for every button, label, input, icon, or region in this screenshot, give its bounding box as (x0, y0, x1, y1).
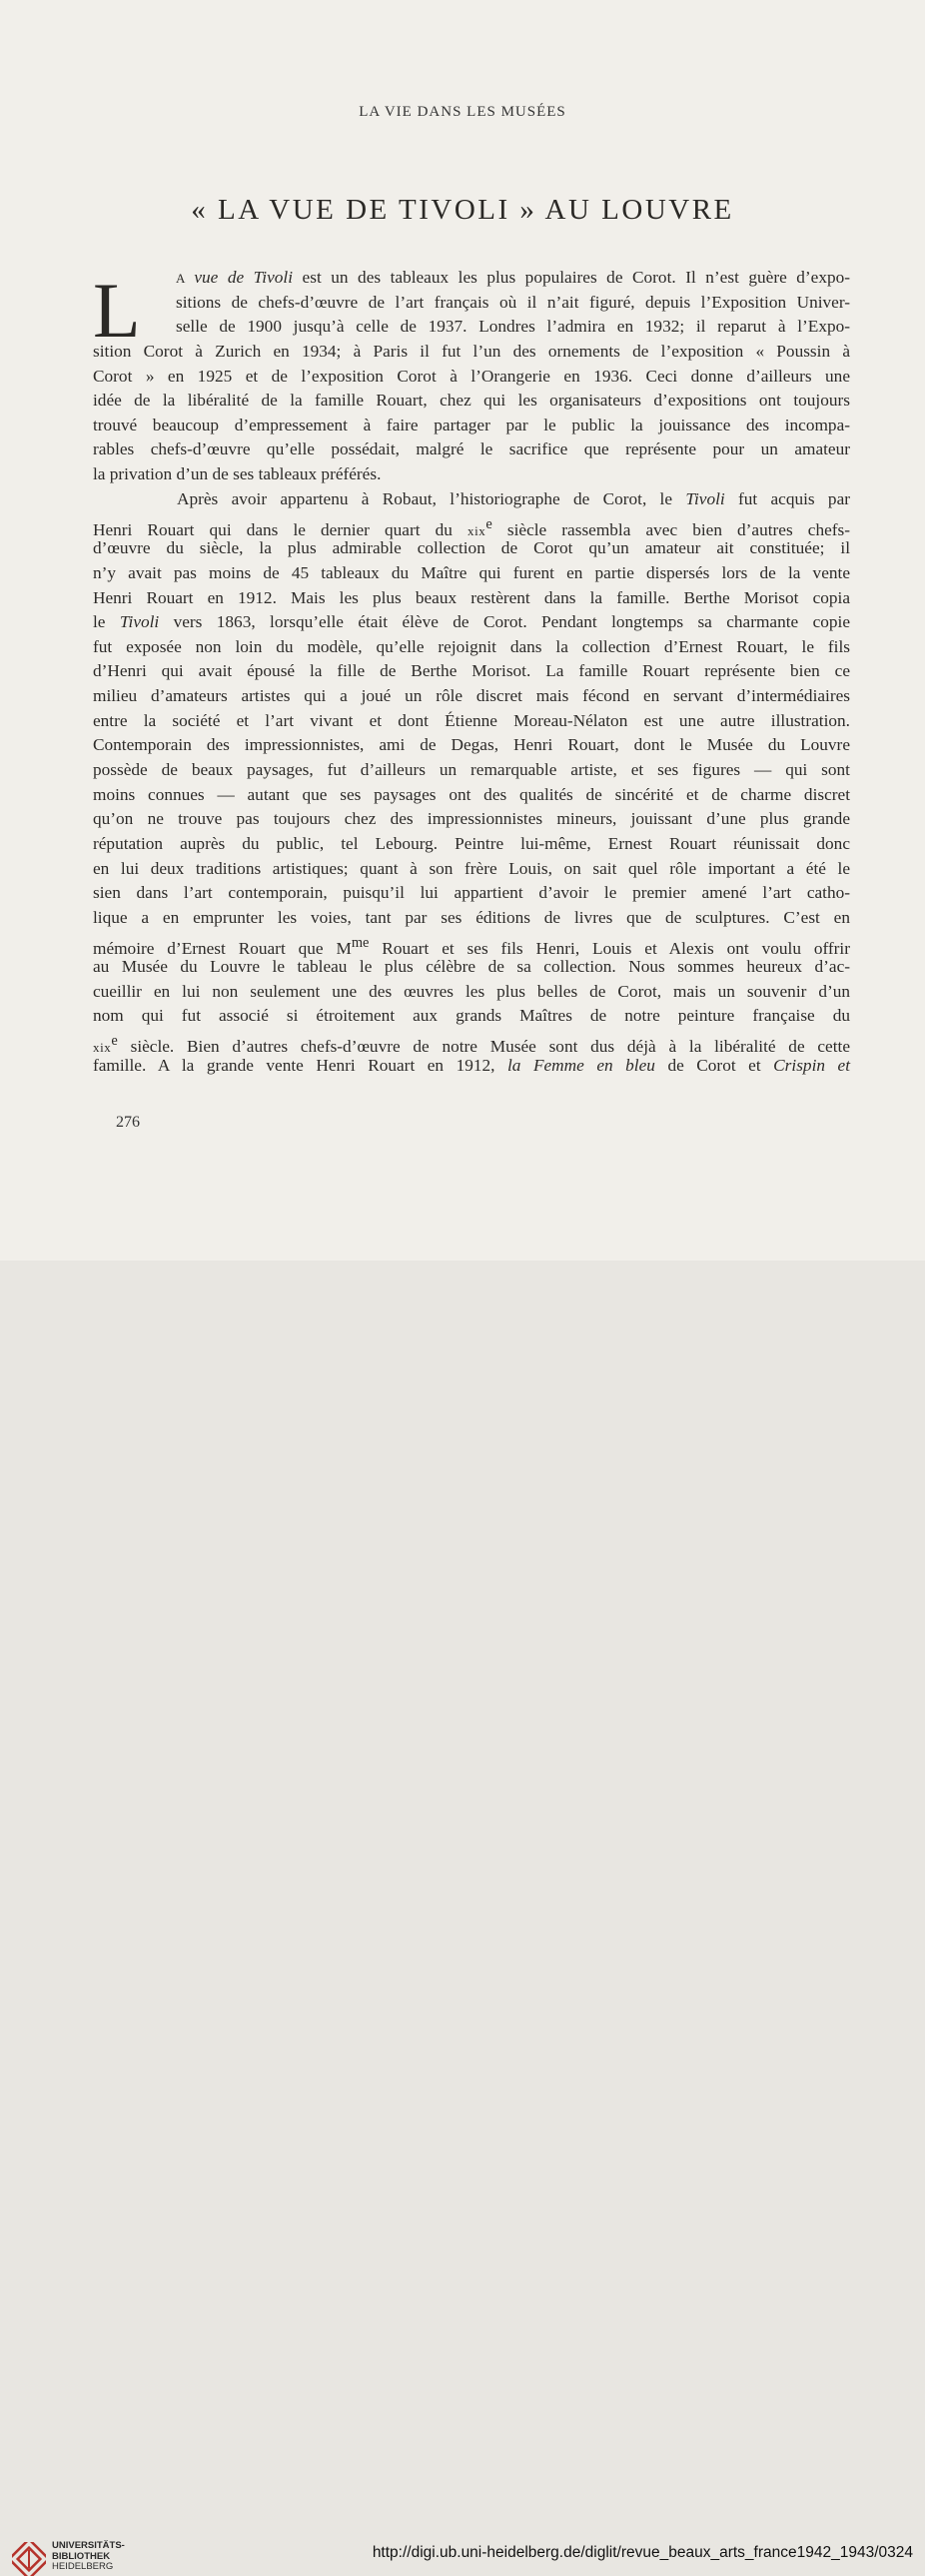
text-line: famille. A la grande vente Henri Rouart en 1912, la Femme en bleu de Corot et Crispin et (93, 1055, 851, 1075)
text-line: trouvé beaucoup d’empressement à faire partager par le public la jouissance des incompa- (93, 415, 850, 434)
library-name-line: BIBLIOTHEK (52, 2550, 111, 2562)
text-line: possède de beaux paysages, fut d’ailleurs un remarquable artiste, et ses figures — qui sont (93, 760, 850, 780)
text-line: Henri Rouart qui dans le dernier quart du xix$^e$ siècle rassembla avec bien d’autres chefs- (93, 515, 850, 539)
text-line: milieu d’amateurs artistes qui a joué un rôle discret mais fécond en servant d’intermédiaires (93, 686, 850, 706)
text-line: selle de 1900 jusqu’à celle de 1937. Londres l’admira en 1932; il reparut à l’Expo- (176, 317, 850, 337)
text-line: idée de la libéralité de la famille Rouart, chez qui les organisateurs d’expositions ont toujours (93, 391, 850, 411)
text-line: sition Corot à Zurich en 1934; à Paris il fut l’un des ornements de l’exposition « Poussin à (93, 341, 850, 361)
paragraph-2 (93, 487, 850, 1078)
library-name-line: HEIDELBERG (52, 2561, 114, 2572)
text-line: mémoire d’Ernest Rouart que $M^{me}$ Rouart et ses fils Henri, Louis et Alexis ont voulu offrir (93, 934, 850, 958)
text-line: sitions de chefs-d’œuvre de l’art français où il n’ait figuré, depuis l’Exposition Univer- (176, 292, 850, 312)
text-line: Corot » en 1925 et de l’exposition Corot à l’Orangerie en 1936. Ceci donne d’ailleurs une (93, 366, 850, 386)
text-line: Contemporain des impressionnistes, ami de Degas, Henri Rouart, dont le Musée du Louvre (93, 735, 850, 755)
text-line: entre la société et l’art vivant et dont Étienne Moreau-Nélaton est une autre illustration. (93, 710, 850, 730)
text-line: Henri Rouart en 1912. Mais les plus beaux restèrent dans la famille. Berthe Morisot copia (93, 587, 850, 607)
text-line: le Tivoli vers 1863, lorsqu’elle était élève de Corot. Pendant longtemps sa charmante copie (93, 612, 850, 632)
university-library-logo-icon (12, 2542, 46, 2576)
text-line: n’y avait pas moins de 45 tableaux du Maître qui furent en partie dispersés lors de la vente (93, 562, 850, 582)
page-number: 276 (116, 1114, 140, 1131)
running-head: LA VIE DANS LES MUSÉES (359, 104, 566, 120)
source-url-link[interactable]: http://digi.ub.uni-heidelberg.de/diglit/revue_beaux_arts_france1942_1943/0324 (372, 2544, 913, 2561)
digitization-footer (0, 1261, 925, 2572)
text-line: sien dans l’art contemporain, puisqu’il lui appartient d’avoir le premier amené l’art catho- (93, 883, 850, 903)
text-line: réputation auprès du public, tel Lebourg. Peintre lui-même, Ernest Rouart réunissait donc (93, 833, 850, 853)
text-line: rables chefs-d’œuvre qu’elle possédait, malgré le sacrifice que représente pour un amateur (93, 439, 850, 459)
text-line: la privation d’un de ses tableaux préférés. (93, 464, 382, 484)
article-title: « LA VUE DE TIVOLI » AU LOUVRE (191, 194, 734, 226)
text-line: Après avoir appartenu à Robaut, l’historiographe de Corot, le Tivoli fut acquis par (177, 489, 851, 508)
library-name-line: UNIVERSITÄTS- (52, 2540, 125, 2551)
text-line: lique a en emprunter les voies, tant par ses éditions de livres que de sculptures. C’est en (93, 907, 850, 927)
text-line: d’Henri qui avait épousé la fille de Berthe Morisot. La famille Rouart représente bien ce (93, 661, 850, 681)
drop-cap: L (93, 267, 141, 354)
scanned-page (0, 0, 925, 1261)
paragraph-1 (93, 266, 850, 487)
text-line: nom qui fut associé si étroitement aux grands Maîtres de notre peinture française du (93, 1006, 850, 1026)
text-line: fut exposée non loin du modèle, qu’elle rejoignit dans la collection d’Ernest Rouart, le fils (93, 636, 850, 656)
library-name (52, 2541, 125, 2573)
text-line: cueillir en lui non seulement une des œuvres les plus belles de Corot, mais un souvenir d’un (93, 981, 850, 1001)
text-line: xix$^e$ siècle. Bien d’autres chefs-d’œuvre de notre Musée sont dus déjà à la libéralité de cette (93, 1033, 850, 1056)
text-line: moins connues — autant que ses paysages ont des qualités de sincérité et de charme discret (93, 784, 850, 804)
text-line: en lui deux traditions artistiques; quant à son frère Louis, on sait quel rôle important a été le (93, 858, 850, 878)
text-line: au Musée du Louvre le tableau le plus célèbre de sa collection. Nous sommes heureux d’ac- (93, 957, 850, 977)
text-line: d’œuvre du siècle, la plus admirable collection de Corot qu’un amateur ait constituée; il (93, 538, 850, 558)
text-line: A vue de Tivoli est un des tableaux les plus populaires de Corot. Il n’est guère d’expo- (176, 268, 851, 287)
text-line: qu’on ne trouve pas toujours chez des impressionnistes mineurs, jouissant d’une plus grande (93, 809, 850, 829)
